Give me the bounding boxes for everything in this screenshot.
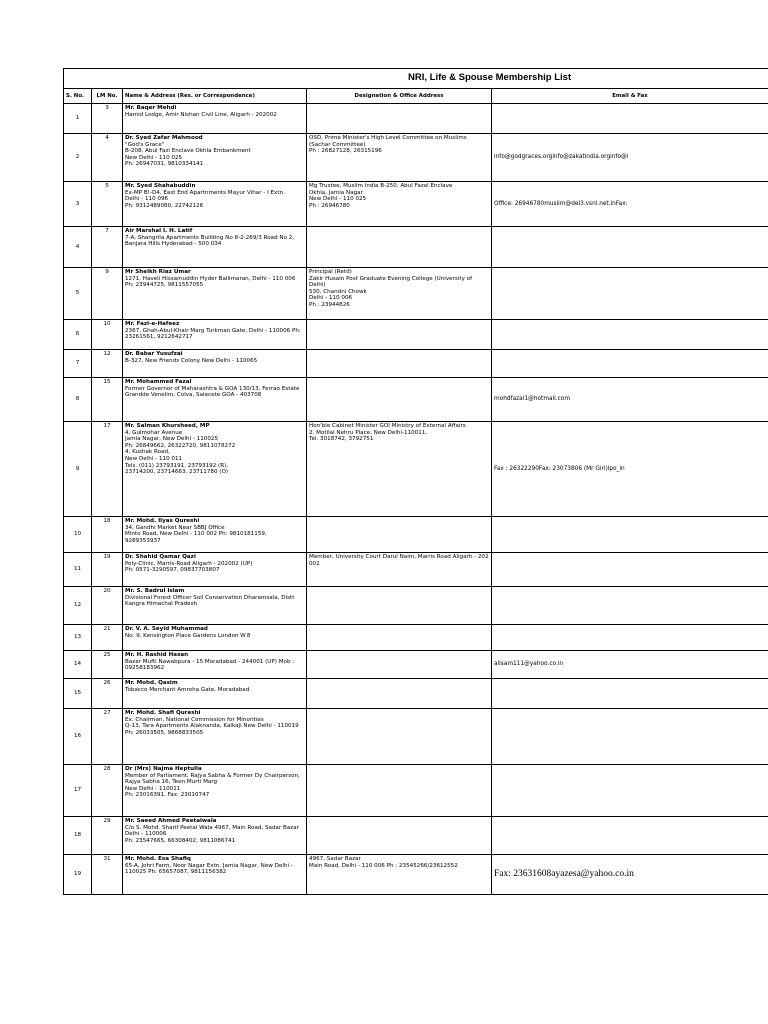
row-email-fax <box>492 227 768 268</box>
row-sno: 5 <box>64 268 92 320</box>
row-name-address <box>123 320 307 350</box>
row-office-address <box>307 625 492 651</box>
row-office-address: Member, University Court Darul Naim, Marris Road Aligarh - 202 002 <box>307 553 492 587</box>
row-email-fax: Fax: 23631608ayazesa@yahoo.co.in <box>492 855 768 895</box>
member-address: No. 9, Kensington Place Gardens London W.8 <box>125 632 251 639</box>
member-address: B-327, New Friends Colony New Delhi - 110065 <box>125 357 258 364</box>
member-address: Bazar Mufti Nawabpura - 15 Moradabad - 244001 (UP) Mob : 09258183962 <box>125 658 295 672</box>
member-name: Mr. S. Badrul Islam <box>125 588 185 594</box>
row-office-address: OSD, Prime Minister's High Level Committee on Muslims (Sachar Committee) Ph : 26827128, 26315196 <box>307 134 492 182</box>
header-office: Designation & Office Address <box>307 89 492 104</box>
header-sno: S. No. <box>64 89 92 104</box>
table-row <box>64 855 768 895</box>
row-lm-no: 28 <box>92 765 123 817</box>
row-lm-no: 31 <box>92 855 123 895</box>
row-office-address <box>307 320 492 350</box>
header-lm: LM No. <box>92 89 123 104</box>
row-sno: 7 <box>64 350 92 378</box>
table-row <box>64 104 768 134</box>
row-name-address <box>123 587 307 625</box>
row-lm-no: 26 <box>92 679 123 709</box>
row-email-fax <box>492 517 768 553</box>
row-email-fax <box>492 709 768 765</box>
row-office-address: Hon'ble Cabinet Minister GOI Ministry of External Affairs 2, Motilal Nehru Place, New Delhi-110011. Tel. 3018742, 3792751 <box>307 422 492 517</box>
table-row <box>64 350 768 378</box>
member-name: Mr. Syed Shahabuddin <box>125 183 196 189</box>
row-office-address <box>307 651 492 679</box>
row-email-fax <box>492 817 768 855</box>
row-lm-no: 12 <box>92 350 123 378</box>
member-name: Mr. Mohd. Shafi Qureshi <box>125 710 201 716</box>
row-sno: 18 <box>64 817 92 855</box>
row-lm-no: 17 <box>92 422 123 517</box>
row-email-fax: alisam111@yahoo.co.in <box>492 651 768 679</box>
member-name: Mr. Mohd. Qasim <box>125 680 178 686</box>
row-name-address <box>123 517 307 553</box>
header-name: Name & Address (Res. or Correspondence) <box>123 89 307 104</box>
row-lm-no: 5 <box>92 182 123 227</box>
row-sno: 16 <box>64 709 92 765</box>
row-name-address <box>123 182 307 227</box>
member-name: Dr (Mrs) Najma Heptulla <box>125 766 202 772</box>
row-office-address <box>307 350 492 378</box>
row-office-address <box>307 104 492 134</box>
row-sno: 3 <box>64 182 92 227</box>
row-sno: 2 <box>64 134 92 182</box>
row-lm-no: 29 <box>92 817 123 855</box>
table-row <box>64 625 768 651</box>
table-row <box>64 422 768 517</box>
table-row <box>64 227 768 268</box>
table-row <box>64 679 768 709</box>
table-row <box>64 651 768 679</box>
member-address: Ex-MP B!-D4, East End Apartnments Mayur Vihar - I Extn. Delhi - 110 096 Ph: 9312489080, 22742126 <box>125 189 285 209</box>
row-lm-no: 27 <box>92 709 123 765</box>
member-address: 1271, Haveli Hissamuddin Hyder Ballimaran, Delhi - 110 006 Ph: 23944725, 9811557055 <box>125 275 296 289</box>
row-sno: 17 <box>64 765 92 817</box>
member-address: 4, Gulmohar Avenue Jamia Nagar, New Delhi - 110025 Ph: 26849662, 26322720, 9811078272 4, Kushak Road, New Delhi - 110 011 Tels. (011) 23793191, 23793192 (R), 23714200, 23714663, 23711780 (O) <box>125 429 236 476</box>
row-name-address <box>123 855 307 895</box>
row-email-fax <box>492 268 768 320</box>
table-row <box>64 268 768 320</box>
row-sno: 19 <box>64 855 92 895</box>
row-name-address <box>123 134 307 182</box>
row-sno: 13 <box>64 625 92 651</box>
row-lm-no: 9 <box>92 268 123 320</box>
table-row <box>64 709 768 765</box>
member-name: Mr. Salman Khursheed, MP <box>125 423 210 429</box>
member-address: C/o S. Mohd. Sharif Peetal Wala 4967, Main Road, Sadar Bazar Delhi - 110006 Ph: 23547665, 66308402, 9811086741 <box>125 824 299 844</box>
row-email-fax <box>492 625 768 651</box>
table-row <box>64 378 768 422</box>
row-lm-no: 25 <box>92 651 123 679</box>
row-email-fax: Fax : 26322290Fax: 23073806 (Mr Giri)lpo_in <box>492 422 768 517</box>
member-name: Dr. Syed Zafar Mahmood <box>125 135 203 141</box>
row-name-address <box>123 679 307 709</box>
table-row <box>64 553 768 587</box>
membership-sheet <box>63 68 768 895</box>
row-lm-no: 4 <box>92 134 123 182</box>
row-lm-no: 15 <box>92 378 123 422</box>
header-row <box>64 89 768 104</box>
row-sno: 12 <box>64 587 92 625</box>
member-address: "God's Grace" B-208, Abul Fazl Enclave Okhla Embankment New Delhi - 110 025 Ph: 26947031, 9810334141 <box>125 141 251 168</box>
table-row <box>64 765 768 817</box>
row-office-address <box>307 817 492 855</box>
table-row <box>64 587 768 625</box>
row-sno: 10 <box>64 517 92 553</box>
row-lm-no: 10 <box>92 320 123 350</box>
member-address: 65-A, Johri Farm, Noor Nagar Extn. Jamia Nagar, New Delhi - 110025 Ph: 65657087, 9811156382 <box>125 862 293 876</box>
member-address: Member of Parliament, Rajya Sabha & Former Dy Chairperson, Rajya Sabha 16, Teen Murti Marg New Delhi - 110011 Ph: 23016391, Fax: 23010747 <box>125 772 300 799</box>
row-lm-no: 3 <box>92 104 123 134</box>
row-name-address <box>123 817 307 855</box>
member-name: Air Marshal I. H. Latif <box>125 228 193 234</box>
row-email-fax <box>492 765 768 817</box>
row-email-fax <box>492 587 768 625</box>
header-email: Email & Fax <box>492 89 768 104</box>
table-row <box>64 517 768 553</box>
member-name: Dr. V. A. Seyid Muhammad <box>125 626 208 632</box>
row-sno: 15 <box>64 679 92 709</box>
row-sno: 9 <box>64 422 92 517</box>
row-office-address <box>307 709 492 765</box>
row-name-address <box>123 104 307 134</box>
table-row <box>64 817 768 855</box>
member-name: Mr Sheikh Riaz Umar <box>125 269 191 275</box>
row-email-fax <box>492 320 768 350</box>
row-sno: 1 <box>64 104 92 134</box>
member-address: Former Governor of Maharashtra & GOA 130/13, Ferrao Estate Grandde Venelim, Colva, Salecete GOA - 403708 <box>125 385 300 399</box>
row-lm-no: 18 <box>92 517 123 553</box>
row-lm-no: 21 <box>92 625 123 651</box>
row-name-address <box>123 553 307 587</box>
row-lm-no: 7 <box>92 227 123 268</box>
row-name-address <box>123 709 307 765</box>
row-office-address: Principal (Retd) Zakir Husain Post Graduate Evening College (University of Delhi) 530, Chandni Chowk Delhi - 110 006 Ph : 23944826 <box>307 268 492 320</box>
member-address: Hamid Lodge, Amir Nishan Civil Line, Aligarh - 202002 <box>125 111 277 118</box>
row-email-fax <box>492 553 768 587</box>
row-name-address <box>123 268 307 320</box>
row-sno: 8 <box>64 378 92 422</box>
title-row <box>63 68 768 88</box>
member-address: 34, Gandhi Market Near SBBJ Office Minto Road, New Delhi - 110 002 Ph: 9810181159, 9289353937 <box>125 524 267 544</box>
member-name: Dr. Babar Yusufzai <box>125 351 183 357</box>
row-office-address <box>307 765 492 817</box>
row-office-address <box>307 227 492 268</box>
row-name-address <box>123 651 307 679</box>
member-name: Mr. Mohd. Esa Shafiq <box>125 856 191 862</box>
row-sno: 6 <box>64 320 92 350</box>
membership-table <box>63 88 768 895</box>
member-address: Poly-Clinic, Marris-Road Aligarh - 202002 (UP) Ph: 0571-3290597, 09837703807 <box>125 560 253 574</box>
row-office-address <box>307 378 492 422</box>
member-name: Mr. Mohammed Fazal <box>125 379 192 385</box>
table-row <box>64 134 768 182</box>
member-name: Dr. Shahid Qamar Qazi <box>125 554 196 560</box>
member-address: 7-A, Shangrila Apartments Building No 8-2-269/3 Road No 2, Banjara Hills Hyderabad - 500 034 <box>125 234 295 248</box>
member-address: Divisional Forest Officer Soil Conservation Dharamsala, Distt Kangra Himachal Pradesh <box>125 594 295 608</box>
table-row <box>64 320 768 350</box>
row-sno: 11 <box>64 553 92 587</box>
row-office-address: Mg Trustee, Muslim India B-250, Abul Fazal Enclave Okhla, Jamia Nagar New Delhi - 110 025 Ph : 26946780 <box>307 182 492 227</box>
row-email-fax <box>492 679 768 709</box>
row-office-address <box>307 517 492 553</box>
member-name: Mr. Saeed Ahmed Peetalwala <box>125 818 217 824</box>
row-name-address <box>123 350 307 378</box>
row-office-address <box>307 587 492 625</box>
row-lm-no: 19 <box>92 553 123 587</box>
row-sno: 4 <box>64 227 92 268</box>
row-email-fax: info@godgraces.orginfo@zakatindia.orginfo@i <box>492 134 768 182</box>
member-address: 2367, Ghah-Abul-Khair Marg Turkman Gate, Delhi - 110006 Ph: 23261561, 9212642717 <box>125 327 301 341</box>
row-email-fax <box>492 104 768 134</box>
row-name-address <box>123 765 307 817</box>
row-email-fax: mohdfazal1@hotmail.com <box>492 378 768 422</box>
member-address: Tobacco Merchant Amroha Gate, Moradabad <box>125 686 250 693</box>
row-office-address: 4967, Sadar Bazar Main Road, Delhi - 110 006 Ph : 23545266/23612552 <box>307 855 492 895</box>
member-name: Mr. Baqer Mehdi <box>125 105 177 111</box>
table-row <box>64 182 768 227</box>
row-email-fax: Office: 26946780muslim@del3.vsnl.net.inFax: <box>492 182 768 227</box>
row-email-fax <box>492 350 768 378</box>
row-lm-no: 20 <box>92 587 123 625</box>
member-name: Mr. Mohd. Ilyas Qureshi <box>125 518 200 524</box>
row-name-address <box>123 422 307 517</box>
member-name: Mr. Fazl-e-Hafeez <box>125 321 180 327</box>
row-name-address <box>123 625 307 651</box>
row-sno: 14 <box>64 651 92 679</box>
row-name-address <box>123 227 307 268</box>
member-address: Ex. Chairman, National Commission for Minorities Q-13, Tara Apartments Alaknanda, Kalkaji New Delhi - 110019 Ph: 26033505, 9868833505 <box>125 716 299 736</box>
member-name: Mr. H. Rashid Hasan <box>125 652 189 658</box>
page-title: NRI, Life & Spouse Membership List <box>408 72 572 83</box>
row-name-address <box>123 378 307 422</box>
row-office-address <box>307 679 492 709</box>
